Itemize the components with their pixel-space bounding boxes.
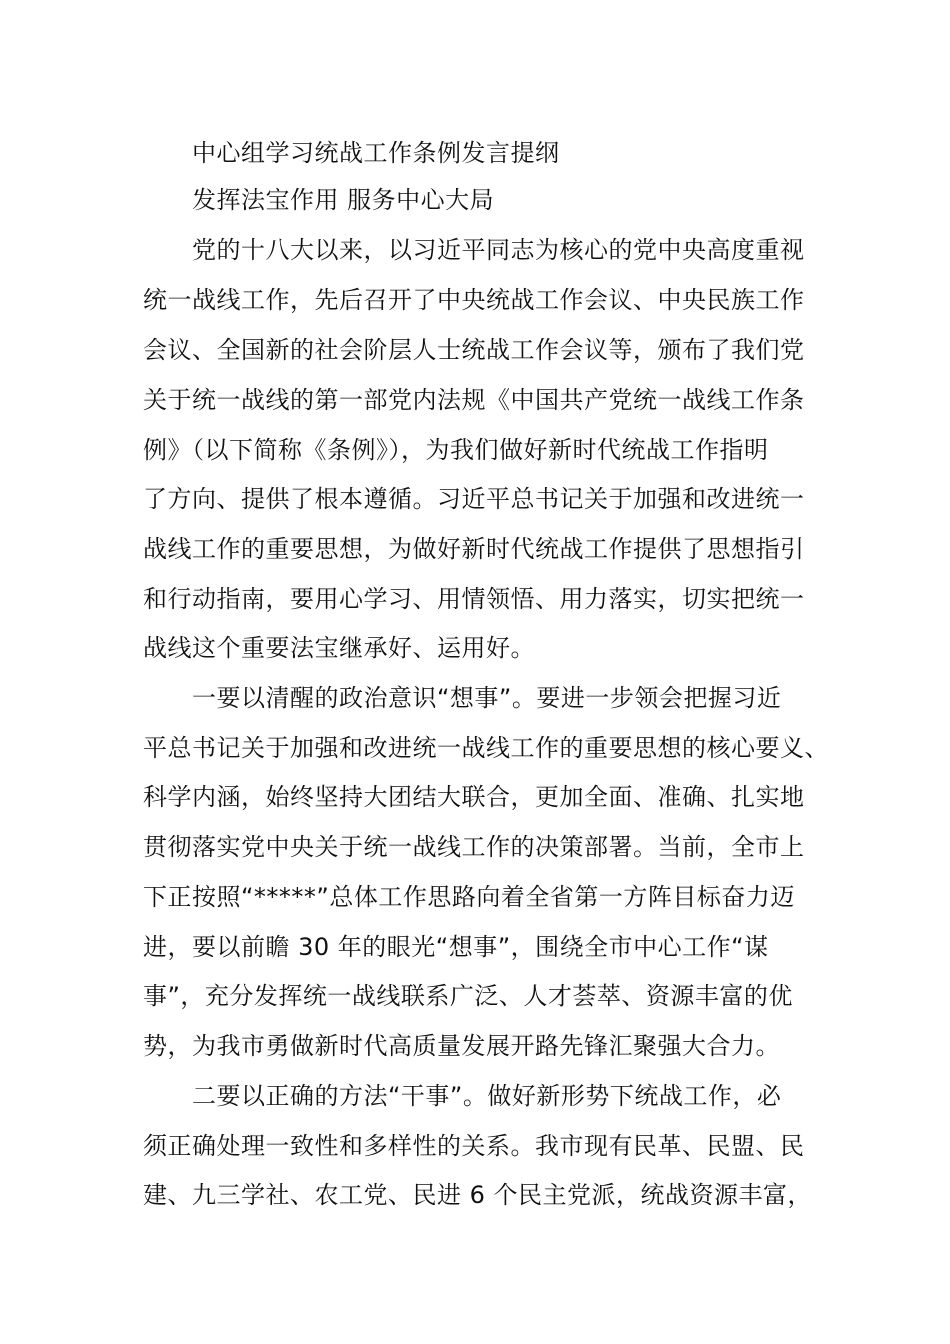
- paragraph-line: 会议、全国新的社会阶层人士统战工作会议等，颁布了我们党: [143, 336, 805, 364]
- document-title: 中心组学习统战工作条例发言提纲: [192, 139, 560, 167]
- paragraph-line: 战线这个重要法宝继承好、运用好。: [143, 634, 535, 662]
- paragraph-line: 二要以正确的方法“干事”。做好新形势下统战工作，必: [192, 1082, 782, 1110]
- paragraph-line: 了方向、提供了根本遵循。习近平总书记关于加强和改进统一: [143, 485, 805, 513]
- paragraph-line: 科学内涵，始终坚持大团结大联合，更加全面、准确、扎实地: [143, 783, 805, 811]
- paragraph-line: 须正确处理一致性和多样性的关系。我市现有民革、民盟、民: [143, 1132, 805, 1160]
- paragraph-line: 统一战线工作，先后召开了中央统战工作会议、中央民族工作: [143, 286, 805, 314]
- paragraph-line: 党的十八大以来，以习近平同志为核心的党中央高度重视: [192, 236, 805, 264]
- document-subtitle: 发挥法宝作用 服务中心大局: [192, 186, 495, 214]
- paragraph-line: 贯彻落实党中央关于统一战线工作的决策部署。当前，全市上: [143, 833, 805, 861]
- paragraph-line: 一要以清醒的政治意识“想事”。要进一步领会把握习近: [192, 684, 782, 712]
- paragraph-line: 势，为我市勇做新时代高质量发展开路先锋汇聚强大合力。: [143, 1032, 780, 1060]
- paragraph-line: 平总书记关于加强和改进统一战线工作的重要思想的核心要义、: [143, 734, 829, 762]
- paragraph-line: 下正按照“*****”总体工作思路向着全省第一方阵目标奋力迈: [143, 883, 795, 911]
- paragraph-line: 关于统一战线的第一部党内法规《中国共产党统一战线工作条: [143, 386, 805, 414]
- paragraph-line: 进，要以前瞻 30 年的眼光“想事”，围绕全市中心工作“谋: [143, 933, 769, 961]
- paragraph-line: 建、九三学社、农工党、民进 6 个民主党派，统战资源丰富，: [143, 1181, 813, 1209]
- paragraph-line: 例》（以下简称《条例》），为我们做好新时代统战工作指明: [143, 436, 769, 464]
- paragraph-line: 战线工作的重要思想，为做好新时代统战工作提供了思想指引: [143, 535, 805, 563]
- paragraph-line: 事”，充分发挥统一战线联系广泛、人才荟萃、资源丰富的优: [143, 982, 793, 1010]
- paragraph-line: 和行动指南，要用心学习、用情领悟、用力落实，切实把统一: [143, 585, 805, 613]
